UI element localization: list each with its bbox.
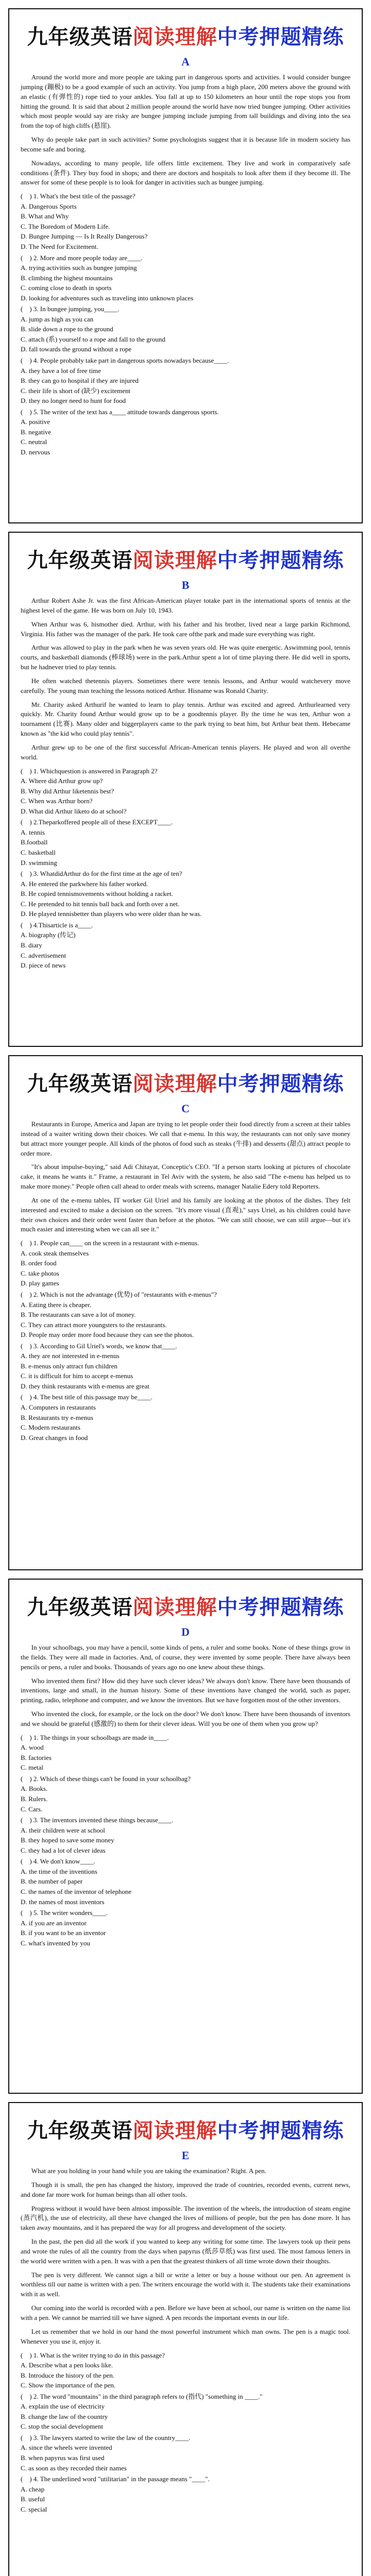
question-option: B. the number of paper [21, 1877, 83, 1886]
question-option: D. What did Arthur liketo do at school? [21, 807, 127, 815]
question: ( ) 1. People can____ on the screen in a restaurant with e-menus. [21, 1239, 199, 1247]
title-part-b: 阅读理解 [132, 549, 217, 572]
passage-paragraph: Our coming into the world is recorded with a pen. Before we have been at school, our name is written on the name list with a pen. We cannot be married till we have signed. A pen records the important events in our life. [21, 2304, 350, 2321]
passage-paragraph: Progress without it would have been almost impossible. The invention of the wheels, the introduction of steam engine (蒸汽机), the use of electricity, all these have changed the lives of millions of people, but the pen has done more. It has taken away mountains, and it has prepared the way for all progress and development of the society. [21, 2204, 350, 2232]
title-part-a: 九年级英语 [27, 1596, 133, 1619]
question-option: B. order food [21, 1259, 57, 1267]
question-option: C. metal [21, 1764, 44, 1772]
passage-letter: D [181, 1625, 190, 1638]
question-option: C. they had a lot of clever ideas [21, 1846, 106, 1854]
question: ( ) 2. Which of these things can't be found in your schoolbag? [21, 1774, 191, 1783]
question-option: B. Restaurants try e-menus [21, 1413, 93, 1421]
question-option: A. explain the use of electricity [21, 2402, 105, 2411]
question-option: B. What and Why [21, 212, 69, 221]
question-option: D. nervous [21, 448, 50, 456]
page-title [21, 1591, 350, 1620]
passage-paragraph: The pen is very different. We cannot sign a bill or write a letter or buy a house without our pen. An agreement is worthless till our name is written with a pen. The writers encourage the world with it. The students take their examinations with it as well. [21, 2270, 350, 2298]
passage-paragraph: "It's about impulse-buying," said Adi Chitayat, Conceptic's CEO. "If a person starts looking at pictures of chocolate cake, it means he wants it." Frame, a restaurant in Tel Aviv with the system, he also said "The e-menu has helped us to make more money." People often call ahead to order meals with screens, manager Natalie Edery told Reporters. [21, 1163, 350, 1191]
page-a [8, 8, 363, 523]
question-option: A. if you are an inventor [21, 1919, 87, 1927]
title-part-c: 中考押题精练 [217, 1072, 344, 1096]
passage-letter: B [181, 579, 190, 591]
question-option: B. slide down a rope to the ground [21, 325, 113, 333]
question: ( ) 4. We don't know____. [21, 1857, 95, 1866]
page-e [8, 2102, 363, 2576]
question-option: A. they are not interested in e-menus [21, 1352, 120, 1360]
question-option: A. Eating there is cheaper. [21, 1300, 92, 1309]
page-title [21, 21, 350, 50]
question-option: C. basketball [21, 849, 56, 857]
question-option: B. they can go to hospital if they are injured [21, 377, 139, 385]
question-option: B. negative [21, 428, 52, 436]
question-option: D. fall towards the ground without a rope [21, 345, 132, 353]
question-option: C. Modern restaurants [21, 1423, 80, 1432]
question-option: B. useful [21, 2495, 45, 2503]
title-part-c: 中考押题精练 [217, 1596, 344, 1619]
question-option: B. if you want to be an inventor [21, 1929, 106, 1937]
passage-letter: A [181, 55, 190, 68]
question-option: C. When was Arthur born? [21, 797, 93, 805]
question-option: A. Books. [21, 1785, 48, 1793]
title-part-c: 中考押题精练 [217, 2119, 344, 2143]
question-option: A. Computers in restaurants [21, 1403, 96, 1412]
question: ( ) 3. The lawyers started to write the law of the country____. [21, 2433, 191, 2442]
question-option: A. tennis [21, 828, 45, 836]
question-option: A. since the wheels were invented [21, 2444, 112, 2452]
passage-paragraph: Arthur grew up to be one of the first successful African-American tennis players. He played and won all overthe world. [21, 743, 350, 761]
question-option: B.football [21, 838, 48, 846]
question-option: C. their life is short of (缺少) excitement [21, 386, 131, 395]
question-option: B. factories [21, 1753, 52, 1761]
question-option: A. wood [21, 1743, 44, 1752]
question-option: D. Great changes in food [21, 1433, 88, 1442]
page-b [8, 532, 363, 1047]
question-option: C. stop the social development [21, 2422, 103, 2431]
passage-paragraph: Arthur was allowed to play in the park when he was seven years old. He was quite energetic. Aswimming pool, tennis courts, and basketball diamonds (棒球场) were in the park.Arthur spent a lot of time playing there. He did well in sports, but he hadnever tried to play tennis. [21, 643, 350, 671]
question-option: C. what's invented by you [21, 1939, 90, 1947]
passage-letter: E [181, 2149, 190, 2162]
passage-paragraph: He often watched thetennis players. Sometimes there were tennis lessons, and Arthur would watchevery move carefully. The young man teaching the lessons noticed Arthur. Hisname was Ronald Charity. [21, 676, 350, 694]
question: ( ) 1. What is the writer trying to do in this passage? [21, 2351, 165, 2359]
question-option: B. change the law of the country [21, 2412, 108, 2420]
question: ( ) 2. More and more people today are____. [21, 253, 143, 262]
passage-letter: C [181, 1102, 190, 1115]
question-option: C. it is difficult for him to accept e-menus [21, 1372, 133, 1380]
question-option: D. they think restaurants with e-menus are great [21, 1382, 149, 1390]
passage-paragraph: Around the world more and more people are taking part in dangerous sports and activities. I would consider bungee jumping (蹦极) to be a good example of such an activity. You jump from a high place, 200 meters above the ground with an elastic (有弹性的) rope tied to your ankles. You fall at up to 150 kilometers an hour until the rope stops you from hitting the ground. It is said that about 2 million people around the world have now tried bungee jumping. Other activities which most people would say are risky are bungee jumping include jumping from tall buildings and diving into the sea from the top of high cliffs (悬崖). [21, 73, 350, 130]
question-option: D. piece of news [21, 961, 66, 970]
title-part-a: 九年级英语 [27, 25, 133, 49]
question-option: A. He entered the parkwhere his father worked. [21, 879, 148, 888]
question-option: A. Where did Arthur grow up? [21, 777, 103, 785]
question: ( ) 3. The inventors invented these things because____. [21, 1816, 174, 1824]
passage-paragraph: At one of the e-menu tables, IT worker Gil Uriel and his family are looking at the photos of the dishes. They felt interested and excited to make a decision on the screen. "It's more visual (直观)," says Uriel, as his children could have their own choices and their order went faster than before at the photos. "We can still choose, we can still argue—but it's much easier and interesting when we can all see it." [21, 1196, 350, 1233]
question-option: C. special [21, 2505, 47, 2513]
title-part-a: 九年级英语 [27, 1072, 133, 1096]
question-option: C. coming close to death in sports [21, 284, 112, 292]
question-option: D. looking for adventures such as traveling into unknown places [21, 294, 194, 302]
question-option: C. neutral [21, 438, 47, 446]
question-option: A. positive [21, 418, 50, 426]
page-title [21, 2114, 350, 2144]
question-option: B. e-menus only attract fun children [21, 1362, 117, 1370]
question-option: B. diary [21, 941, 42, 949]
passage-paragraph: What are you holding in your hand while you are taking the examination? Right. A pen. [31, 2167, 266, 2175]
passage-paragraph: Let us remember that we hold in our hand the most powerful instrument which man owns. The pen is a magic tool. Whenever you use it, enjoy it. [21, 2327, 350, 2345]
question-option: C. Show the importance of the pen. [21, 2381, 116, 2389]
question-option: D. swimming [21, 858, 57, 867]
page-title [21, 1067, 350, 1097]
passage-paragraph: Who invented the clock, for example, or the lock on the door? We don't know. There have been thousands of inventors and we should be grateful (感激的) to them for their clever ideas. Will you be one of them when you grow up? [21, 1710, 350, 1727]
title-part-b: 阅读理解 [132, 1072, 217, 1096]
question-option: A. trying activities such as bungee jumping [21, 264, 137, 272]
question-option: C. They can attract more youngsters to the restaurants. [21, 1320, 167, 1329]
title-part-b: 阅读理解 [132, 2119, 217, 2143]
question: ( ) 4.Thisarticle is a____. [21, 921, 93, 929]
page-d [8, 1579, 363, 2094]
passage-paragraph: When Arthur was 6, hismother died. Arthur, with his father and his brother, lived near a large parkin Richmond, Virginia. His father was the manager of the park. He took care ofthe park and made sure everything was right. [21, 620, 350, 638]
question-option: C. the names of the inventor of telephone [21, 1887, 132, 1895]
question-option: B. The restaurants can save a lot of money. [21, 1311, 136, 1319]
question-option: D. The Need for Excitement. [21, 243, 98, 251]
passage-paragraph: Why do people take part in such activities? Some psychologists suggest that it is because life in modern society has become safe and boring. [21, 135, 350, 153]
title-part-b: 阅读理解 [132, 25, 217, 49]
question-option: D. He played tennisbetter than players who were older than he was. [21, 910, 202, 918]
question-option: A. Describe what a pen looks like. [21, 2361, 113, 2369]
question-option: B. Rulers. [21, 1795, 48, 1803]
question-option: C. The Boredom of Modern Life. [21, 222, 110, 230]
question-option: B. climbing the highest mountains [21, 274, 113, 282]
passage-paragraph: Mr. Charity asked Arthurif he wanted to learn to play tennis. Arthur was excited and agreed. Arthurlearned very quickly. Mr. Charity found Arthur would grow up to be a goodtennis player. By the time he was ten, Arthur won a tournament (比赛). Many older and biggerplayers came to the park trying to beat him, but Arthur beat them. Hebecame known as "the kid who could play tennis". [21, 700, 350, 738]
question-option: A. their children were at school [21, 1826, 105, 1834]
question-option: D. Bungee Jumping — Is It Really Dangerous? [21, 232, 148, 241]
question: ( ) 1. Whichquestion is answered in Paragraph 2? [21, 767, 158, 775]
question: ( ) 3. WhatdidArthur do for the first time at the age of ten? [21, 870, 182, 878]
title-part-c: 中考押题精练 [217, 549, 344, 572]
passage-paragraph: In your schoolbags, you may have a pencil, some kinds of pens, a ruler and some books. None of these things grow in the fields. They were all made in factories. And, of course, they were invented by some people. There have always been pencils or pens, a ruler and books. Thousands of years ago no one knew about these things. [21, 1643, 350, 1671]
question-option: A. cheap [21, 2485, 45, 2493]
question: ( ) 1. The things in your schoolbags are made in____. [21, 1733, 169, 1741]
question: ( ) 2.Theparkoffered people all of these EXCEPT____. [21, 818, 173, 826]
passage-paragraph: In the past, the pen did all the work if you wanted to keep any writing for some time. The lawyers took up their pens and wrote the rules of all the country from the days when papyrus (纸莎草纸) was first used. The most famous letters in the world were written with a pen. It was with a pen that the greatest thinkers of all time wrote down their thoughts. [21, 2238, 350, 2265]
question-option: D. play games [21, 1279, 59, 1287]
question-option: C. He pretended to hit tennis ball back and forth over a net. [21, 900, 180, 908]
passage-paragraph: Though it is small, the pen has changed the history, improved the trade of countries, recorded events, current news, and done far more work for human beings than all other tools. [21, 2180, 350, 2198]
passage-paragraph: Restaurants in Europe, America and Japan are trying to let people order their food directly from a screen at their tables instead of a waiter writing down their choices. We call that e-menu. In this way, the restaurants can not only save money but attract more younger people. All kinds of the photos of food such as steaks (牛排) and desserts (甜点) attract people to order more. [21, 1120, 350, 1157]
question-option: D. the names of most inventors [21, 1897, 105, 1906]
question-option: D. People may order more food because they can see the photos. [21, 1331, 194, 1339]
question-option: B. Introduce the history of the pen. [21, 2371, 114, 2379]
question-option: A. jump as high as you can [21, 315, 94, 323]
question-option: A. cook steak themselves [21, 1249, 89, 1257]
question-option: B. He copied tennismovements without holding a racket. [21, 890, 173, 898]
passage-paragraph: Nowadays, according to many people, life offers little excitement. They live and work in comparatively safe conditions (条件). They buy food in shops; and there are doctors and hospitals to look after them if they become ill. The answer for some of these people is to look for danger in activities such as bungee jumping. [21, 159, 350, 187]
question: ( ) 4. The best title of this passage may be____. [21, 1393, 153, 1401]
title-part-c: 中考押题精练 [217, 25, 344, 49]
question-option: C. take photos [21, 1269, 59, 1277]
question: ( ) 3. According to Gil Uriel's words, we know that____. [21, 1342, 177, 1350]
question: ( ) 1. What's the best title of the passage? [21, 192, 136, 200]
page-title [21, 544, 350, 573]
question: ( ) 2. Which is not the advantage (优势) of "restaurants with e-menus"? [21, 1291, 217, 1299]
question-option: A. they have a lot of free time [21, 366, 101, 375]
question-option: B. they hoped to save some money [21, 1836, 114, 1844]
question: ( ) 5. The writer of the text has a____ attitude towards dangerous sports. [21, 408, 219, 416]
question-option: A. Dangerous Sports [21, 202, 77, 210]
question-option: C. Cars. [21, 1805, 43, 1813]
passage-paragraph: Who invented them first? How did they have such clever ideas? We always don't know. There have been thousands of inventions, large and small, in the human history. Some of these inventions have changed the world, such as paper, printing, radio, telephone and computer, and we know the inventors. But we have forgotten most of the other inventors. [21, 1676, 350, 1704]
title-part-a: 九年级英语 [27, 2119, 133, 2143]
page-c [8, 1055, 363, 1570]
question: ( ) 4. The underlined word "utilitarian" in the passage means "____". [21, 2475, 210, 2483]
question-option: C. attach (系) yourself to a rope and fall to the ground [21, 335, 165, 343]
question: ( ) 4. People probably take part in dangerous sports nowadays because____. [21, 357, 229, 365]
passage-paragraph: Arthur Robert Ashe Jr. was the first African-American player totake part in the international sports of tennis at the highest level of the game. He was born on July 10, 1943. [21, 597, 350, 614]
question-option: B. Why did Arthur liketennis best? [21, 787, 114, 795]
question: ( ) 3. In bungee jumping, you____. [21, 305, 120, 313]
question: ( ) 2. The word "mountains" in the third paragraph refers to (指代) "something in ____." [21, 2392, 263, 2400]
question-option: D. they no longer need to hunt for food [21, 397, 126, 405]
question-option: B. when papyrus was first used [21, 2453, 105, 2462]
question-option: C. as soon as they recorded their names [21, 2464, 127, 2472]
document [0, 8, 371, 2576]
title-part-a: 九年级英语 [27, 549, 133, 572]
question-option: A. the time of the inventions [21, 1867, 97, 1875]
question-option: C. advertisement [21, 951, 66, 959]
question-option: A. biography (传记) [21, 931, 76, 939]
question: ( ) 5. The writer wonders____. [21, 1909, 108, 1917]
title-part-b: 阅读理解 [132, 1596, 217, 1619]
